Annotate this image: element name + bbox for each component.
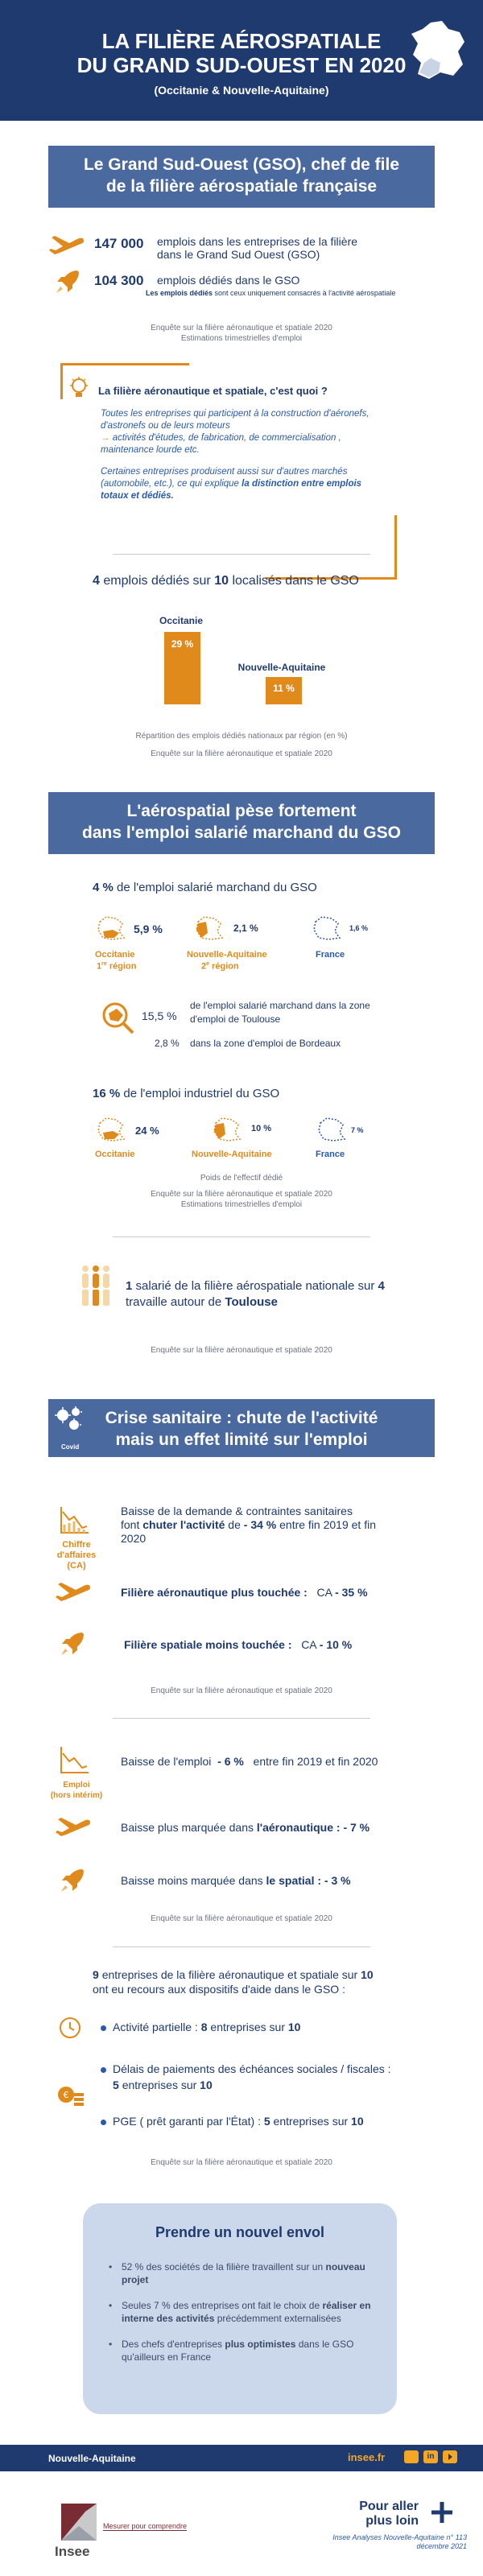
page-subtitle: (Occitanie & Nouvelle-Aquitaine) — [154, 84, 329, 97]
linkedin-icon[interactable]: in — [423, 2450, 438, 2463]
rocket-icon — [58, 1866, 87, 1895]
aeronautics-employment-line: Baisse plus marquée dans l'aéronautique : - 7 % — [121, 1821, 370, 1834]
one-in-four-statement: 1 salarié de la filière aérospatiale nationale sur 4 travaille autour de Toulouse — [126, 1279, 385, 1309]
occitanie-map-icon — [95, 1115, 127, 1144]
dedicated-jobs-note: Les emplois dédiés sont ceux uniquement consacrés à l'activité aérospatiale — [146, 289, 396, 297]
source-note: Enquête sur la filière aéronautique et spatiale 2020 Estimations trimestrielles d'emploi — [151, 1190, 332, 1209]
bordeaux-share-text: dans la zone d'emploi de Bordeaux — [190, 1038, 341, 1049]
separator — [113, 554, 370, 555]
title-line-1: LA FILIÈRE AÉROSPATIALE — [101, 29, 382, 53]
france-share-value: 1,6 % — [349, 924, 369, 932]
box-border-left — [60, 363, 63, 399]
source-note: Enquête sur la filière aéronautique et spatiale 2020 — [151, 1346, 332, 1355]
insee-logo-text: Insee — [55, 2544, 90, 2559]
space-employment-line: Baisse moins marquée dans le spatial : - 3 % — [121, 1874, 351, 1887]
money-bag-icon — [55, 2075, 87, 2107]
occitanie-share-value: 5,9 % — [134, 923, 163, 935]
revenue-label: Chiffre d'affaires (CA) — [56, 1540, 97, 1571]
share-heading-2: 16 % de l'emploi industriel du GSO — [93, 1087, 280, 1100]
nouvelle-aquitaine-map-icon — [211, 1115, 243, 1144]
nouvelle-aquitaine-map-icon — [193, 914, 225, 943]
insee-site-link[interactable]: insee.fr — [348, 2451, 386, 2463]
airplane-icon — [55, 1811, 92, 1843]
people-icon — [78, 1264, 114, 1312]
box-border-top — [60, 363, 189, 365]
source-note: Enquête sur la filière aéronautique et spatiale 2020 — [151, 1686, 332, 1695]
regional-jobs-chart — [145, 604, 338, 724]
share-heading-1: 4 % de l'emploi salarié marchand du GSO — [93, 881, 317, 894]
new-flight-list: • 52 % des sociétés de la filière travaillent sur un nouveau projet • Seules 7 % des entreprises ont fait le choix de réaliser en interne des activités précédemment externalisées • Des chefs d'entreprises plus optimistes dans le GSO qu'ailleurs en France — [109, 2261, 371, 2363]
france-map-icon — [407, 18, 471, 82]
section-2-band: L'aérospatial pèse fortement dans l'emploi salarié marchand du GSO — [48, 792, 435, 854]
payment-delay-item: Délais de paiements des échéances sociales / fiscales : 5 entreprises sur 10 — [101, 2061, 391, 2093]
chart-caption: Répartition des emplois dédiés nationaux par région (en %) — [135, 732, 348, 741]
insee-tagline: Mesurer pour comprendre — [103, 2522, 188, 2530]
learn-more-heading[interactable]: Pour aller plus loin — [359, 2500, 419, 2528]
occitanie-industrial-value: 24 % — [135, 1125, 159, 1137]
footer-region: Nouvelle-Aquitaine — [48, 2453, 136, 2464]
nouvelle-aquitaine-rank: 2e région — [201, 961, 239, 972]
occitanie-map-icon — [95, 914, 127, 943]
definition-box-text: Toutes les entreprises qui participent à la construction d'aéronefs, d'astronefs ou de leurs moteurs → activités d'études, de fabrication, de commercialisation , maintenance lourde etc. Certaines entreprises produisent aussi sur d'autres marchés (automobile, etc.), ce qui explique la distinction entre emplois totaux et dédiés. — [101, 409, 369, 501]
rocket-icon — [58, 1629, 87, 1658]
definition-box-title: La filière aéronautique et spatiale, c'est quoi ? — [98, 385, 328, 397]
publication-reference: Insee Analyses Nouvelle-Aquitaine n° 113 décembre 2021 — [332, 2533, 467, 2550]
section-1-title-1: Le Grand Sud-Ouest (GSO), chef de file — [83, 155, 400, 174]
section-1-title-2: de la filière aérospatiale française — [105, 177, 378, 196]
nouvelle-aquitaine-industrial-value: 10 % — [251, 1124, 272, 1133]
twitter-icon[interactable] — [404, 2450, 419, 2463]
plus-icon[interactable] — [430, 2500, 454, 2524]
stat-dedicated-jobs-number: 104 300 — [94, 273, 144, 288]
virus-icon — [53, 1406, 85, 1435]
france-outline-icon — [316, 1115, 348, 1144]
four-in-ten-statement: 4 emplois dédiés sur 10 localisés dans le GSO — [93, 574, 359, 588]
youtube-icon[interactable] — [443, 2450, 457, 2463]
magnifier-map-icon — [101, 1001, 136, 1036]
france-industrial-value: 7 % — [351, 1126, 364, 1134]
separator — [113, 1946, 370, 1947]
airplane-icon — [55, 1576, 92, 1608]
new-flight-title: Prendre un nouvel envol — [155, 2224, 325, 2240]
title-line-2: DU GRAND SUD-OUEST EN 2020 — [76, 53, 407, 77]
partial-activity-item: Activité partielle : 8 entreprises sur 10 — [101, 2021, 300, 2033]
svg-text:€: € — [63, 2090, 69, 2100]
section-1-band — [48, 146, 435, 208]
section-3-band: Crise sanitaire : chute de l'activité mais un effet limité sur l'emploi — [48, 1399, 435, 1457]
covid-label: Covid — [61, 1443, 80, 1451]
source-note: Enquête sur la filière aéronautique et spatiale 2020 Estimations trimestrielles d'emploi — [151, 324, 332, 343]
chart-label-occitanie: Occitanie — [159, 615, 204, 626]
toulouse-share-text: de l'emploi salarié marchand dans la zone d'emploi de Toulouse — [190, 1000, 370, 1025]
stat-dedicated-jobs-text: emplois dédiés dans le GSO — [157, 274, 300, 287]
occitanie-rank: 1re région — [97, 961, 137, 972]
aid-summary: 9 entreprises de la filière aéronautique et spatiale sur 10 ont eu recours aux dispositifs d'aide dans le GSO : — [93, 1968, 374, 1996]
chart-label-nouvelle-aquitaine: Nouvelle-Aquitaine — [237, 662, 326, 673]
rocket-icon — [53, 267, 82, 296]
chart-bar-occitanie: 29 % — [164, 632, 200, 704]
clock-icon — [58, 2016, 82, 2040]
toulouse-share-value: 15,5 % — [142, 1009, 177, 1022]
aeronautics-revenue-line: Filière aéronautique plus touchée : CA - 35 % — [121, 1586, 368, 1599]
revenue-decline-chart-icon — [58, 1505, 90, 1536]
separator — [113, 1236, 370, 1237]
insee-logo — [61, 2504, 97, 2541]
stat-total-jobs-text: emplois dans les entreprises de la filière dans le Grand Sud Ouest (GSO) — [157, 235, 358, 261]
source-note: Enquête sur la filière aéronautique et spatiale 2020 — [151, 2158, 332, 2167]
bordeaux-share-value: 2,8 % — [155, 1038, 180, 1049]
employment-label: Emploi (hors intérim) — [50, 1781, 103, 1800]
chart-source: Enquête sur la filière aéronautique et spatiale 2020 — [151, 749, 332, 758]
employment-decline-line: Baisse de l'emploi - 6 % entre fin 2019 et fin 2020 — [121, 1755, 378, 1768]
nouvelle-aquitaine-share-value: 2,1 % — [233, 923, 258, 934]
revenue-decline-text: Baisse de la demande & contraintes sanitaires font chuter l'activité de - 34 % entre fin 2019 et fin 2020 — [121, 1505, 376, 1545]
separator — [113, 1718, 370, 1719]
lightbulb-icon — [68, 376, 89, 400]
france-outline-icon — [311, 914, 343, 943]
space-revenue-line: Filière spatiale moins touchée : CA - 10 % — [124, 1638, 353, 1651]
stat-total-jobs-number: 147 000 — [94, 236, 144, 251]
chart-bar-nouvelle-aquitaine: 11 % — [266, 677, 302, 704]
weight-caption: Poids de l'effectif dédié — [200, 1174, 283, 1183]
box-border-right — [394, 515, 397, 580]
employment-decline-chart-icon — [58, 1745, 90, 1776]
source-note: Enquête sur la filière aéronautique et spatiale 2020 — [151, 1914, 332, 1923]
pge-item: PGE ( prêt garanti par l'État) : 5 entreprises sur 10 — [101, 2115, 364, 2128]
airplane-icon — [48, 229, 85, 262]
